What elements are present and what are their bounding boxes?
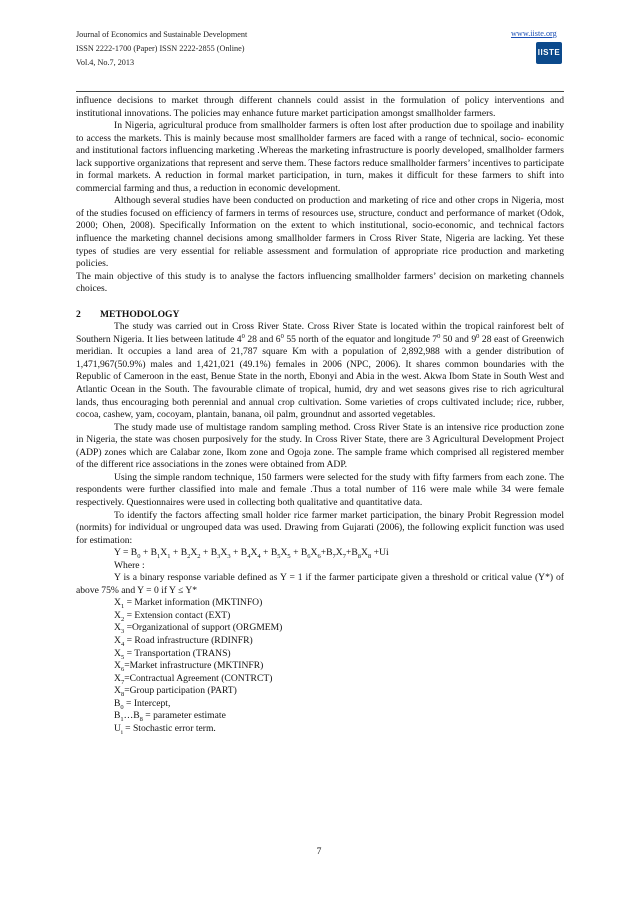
regression-equation: $Y = B_0 + B_1X_1 + B_2X_2 + B_3X_3 + B_4X_4 + B_5X_5 + B_6X_6+B_7X_7+B_8X_8 +Ui$ bbox=[114, 547, 389, 561]
where-label: Where : bbox=[114, 559, 145, 571]
variable-definition: $B_0$ = Intercept, bbox=[114, 697, 171, 711]
iiste-logo: IISTE bbox=[536, 42, 562, 64]
variable-definition: $U_i$ = Stochastic error term. bbox=[114, 722, 216, 736]
header-divider bbox=[76, 91, 564, 92]
paragraph: Although several studies have been conducted on production and marketing of rice and other crops in Nigeria, most of the studies focused on efficiency of farmers in terms of resources use, structure, conduct and performance of market (Odok, 2000; Ohen, 2008). Specifically Information on the extent to which institutional, socio-economic, and technical factors influence the marketing channel decisions among smallholder farmers in Cross River State, Nigeria are lacking. Yet these types of studies are very essential for reliable assessment and formulation of appropriate rice production and marketing policies. bbox=[76, 195, 564, 270]
paragraph: To identify the factors affecting small holder rice farmer market participation, the binary Probit Regression model (normits) for individual or ungrouped data was used. Drawing from Gujarati (2006), the following explicit function was used for estimation: bbox=[76, 509, 564, 546]
page-number: 7 bbox=[316, 846, 322, 857]
variable-definition: $X_6=Market$ infrastructure (MKTINFR) bbox=[114, 660, 264, 673]
paragraph: influence decisions to market through different channels could assist in the formulation of policy interventions and institutional innovations. The policies may enhance future market participation amongst smallholder farmers. bbox=[76, 95, 564, 119]
variable-definition: $X_5$ = Transportation (TRANS) bbox=[114, 647, 231, 661]
paragraph: The main objective of this study is to analyse the factors influencing smallholder farmers’ decision on marketing channels choices. bbox=[76, 270, 564, 295]
variable-definition: $X_8=Group$ participation (PART) bbox=[114, 685, 237, 699]
y-definition: Y is a binary response variable defined as Y = 1 if the farmer participate given a threshold or critical value (Y*) of above 75% and Y = 0 if Y ≤ Y* bbox=[76, 572, 564, 596]
variable-definition: $X_2$ = Extension contact (EXT) bbox=[114, 609, 231, 623]
paragraph: The study made use of multistage random sampling method. Cross River State is an intensive rice production zone in Nigeria, the state was chosen purposively for the study. In Cross River State, there are 3 Agricultural Development Project (ADP) zones which are Calabar zone, Ikom zone and Ogoja zone. The sample frame which comprised all registered member of the different rice associations in the zones were obtained from ADP. bbox=[76, 421, 564, 471]
variable-definition: $X_3$ =Organizational of support (ORGMEM) bbox=[114, 622, 283, 636]
variable-definition: $X_4$ = Road infrastructure (RDINFR) bbox=[114, 634, 253, 648]
section-number: 2 bbox=[76, 308, 81, 320]
journal-volume: Vol.4, No.7, 2013 bbox=[76, 58, 135, 67]
section-title: METHODOLOGY bbox=[100, 308, 180, 320]
variable-definition: $X_7=Contractual$ Agreement (CONTRCT) bbox=[114, 672, 273, 686]
paragraph: In Nigeria, agricultural produce from smallholder farmers is often lost after production due to spoilage and inability to access the markets. This is mainly because most smallholder farmers are faced with a range of technical, socio- economic and institutional factors influencing marketing .Whereas the marketing infrastructure is poorly developed, smallholder farmers lack supportive organizations that represent and serve them. These factors reduce smallholder farmers’ incentives to participate in formal markets. A reduction in formal market participation, in turn, makes it difficult for these farmers to shift into commercial farming and thus, a reduction in economic development. bbox=[76, 120, 564, 194]
paragraph: The study was carried out in Cross River State. Cross River State is located within the tropical rainforest belt of Southern Nigeria. It lies between latitude $4^0$ 28 and $6^0$ 55 north of the equator and longitude $7^0$ 50 and $9^0$ 28 east of Greenwich meridian. It occupies a land area of 21,787 square Km with a population of 2,892,988 with a gender distribution of 1,471,967(50.9%) males and 1,421,021 (49.1%) females in 2006 (NPC, 2006). It shares common boundaries with the Republic of Cameroon in the east, Benue State in the north, Ebonyi and Abia in the west. Akwa Ibom State in South West and Atlantic Ocean in the South. The favourable climate of tropical, humid, dry and wet seasons gives rise to rich agricultural lands, thus encouraging both perennial and annual crop cultivation. Some varieties of crops cultivated include; rice, rubber, cocoa, cashew, yam, cocoyam, plantain, banana, oil palm, groundnut and assorted vegetables. bbox=[76, 321, 565, 421]
page-body bbox=[76, 95, 564, 735]
paragraph: Using the simple random technique, 150 farmers were selected for the study with fifty farmers from each zone. The respondents were further classified into male and female .Thus a total number of 116 were male while 34 were female respectively. Questionnaires were used in collecting both qualitative and quantitative data. bbox=[76, 471, 564, 508]
journal-issn: ISSN 2222-1700 (Paper) ISSN 2222-2855 (Online) bbox=[76, 44, 245, 53]
variable-list bbox=[76, 597, 564, 735]
journal-url-link[interactable]: www.iiste.org bbox=[511, 29, 557, 38]
journal-name: Journal of Economics and Sustainable Development bbox=[76, 30, 248, 39]
variable-definition: $B_1\dots B_8$ = parameter estimate bbox=[114, 710, 226, 724]
variable-definition: $X_1$ = Market information (MKTINFO) bbox=[114, 597, 263, 611]
section-heading bbox=[76, 309, 564, 322]
